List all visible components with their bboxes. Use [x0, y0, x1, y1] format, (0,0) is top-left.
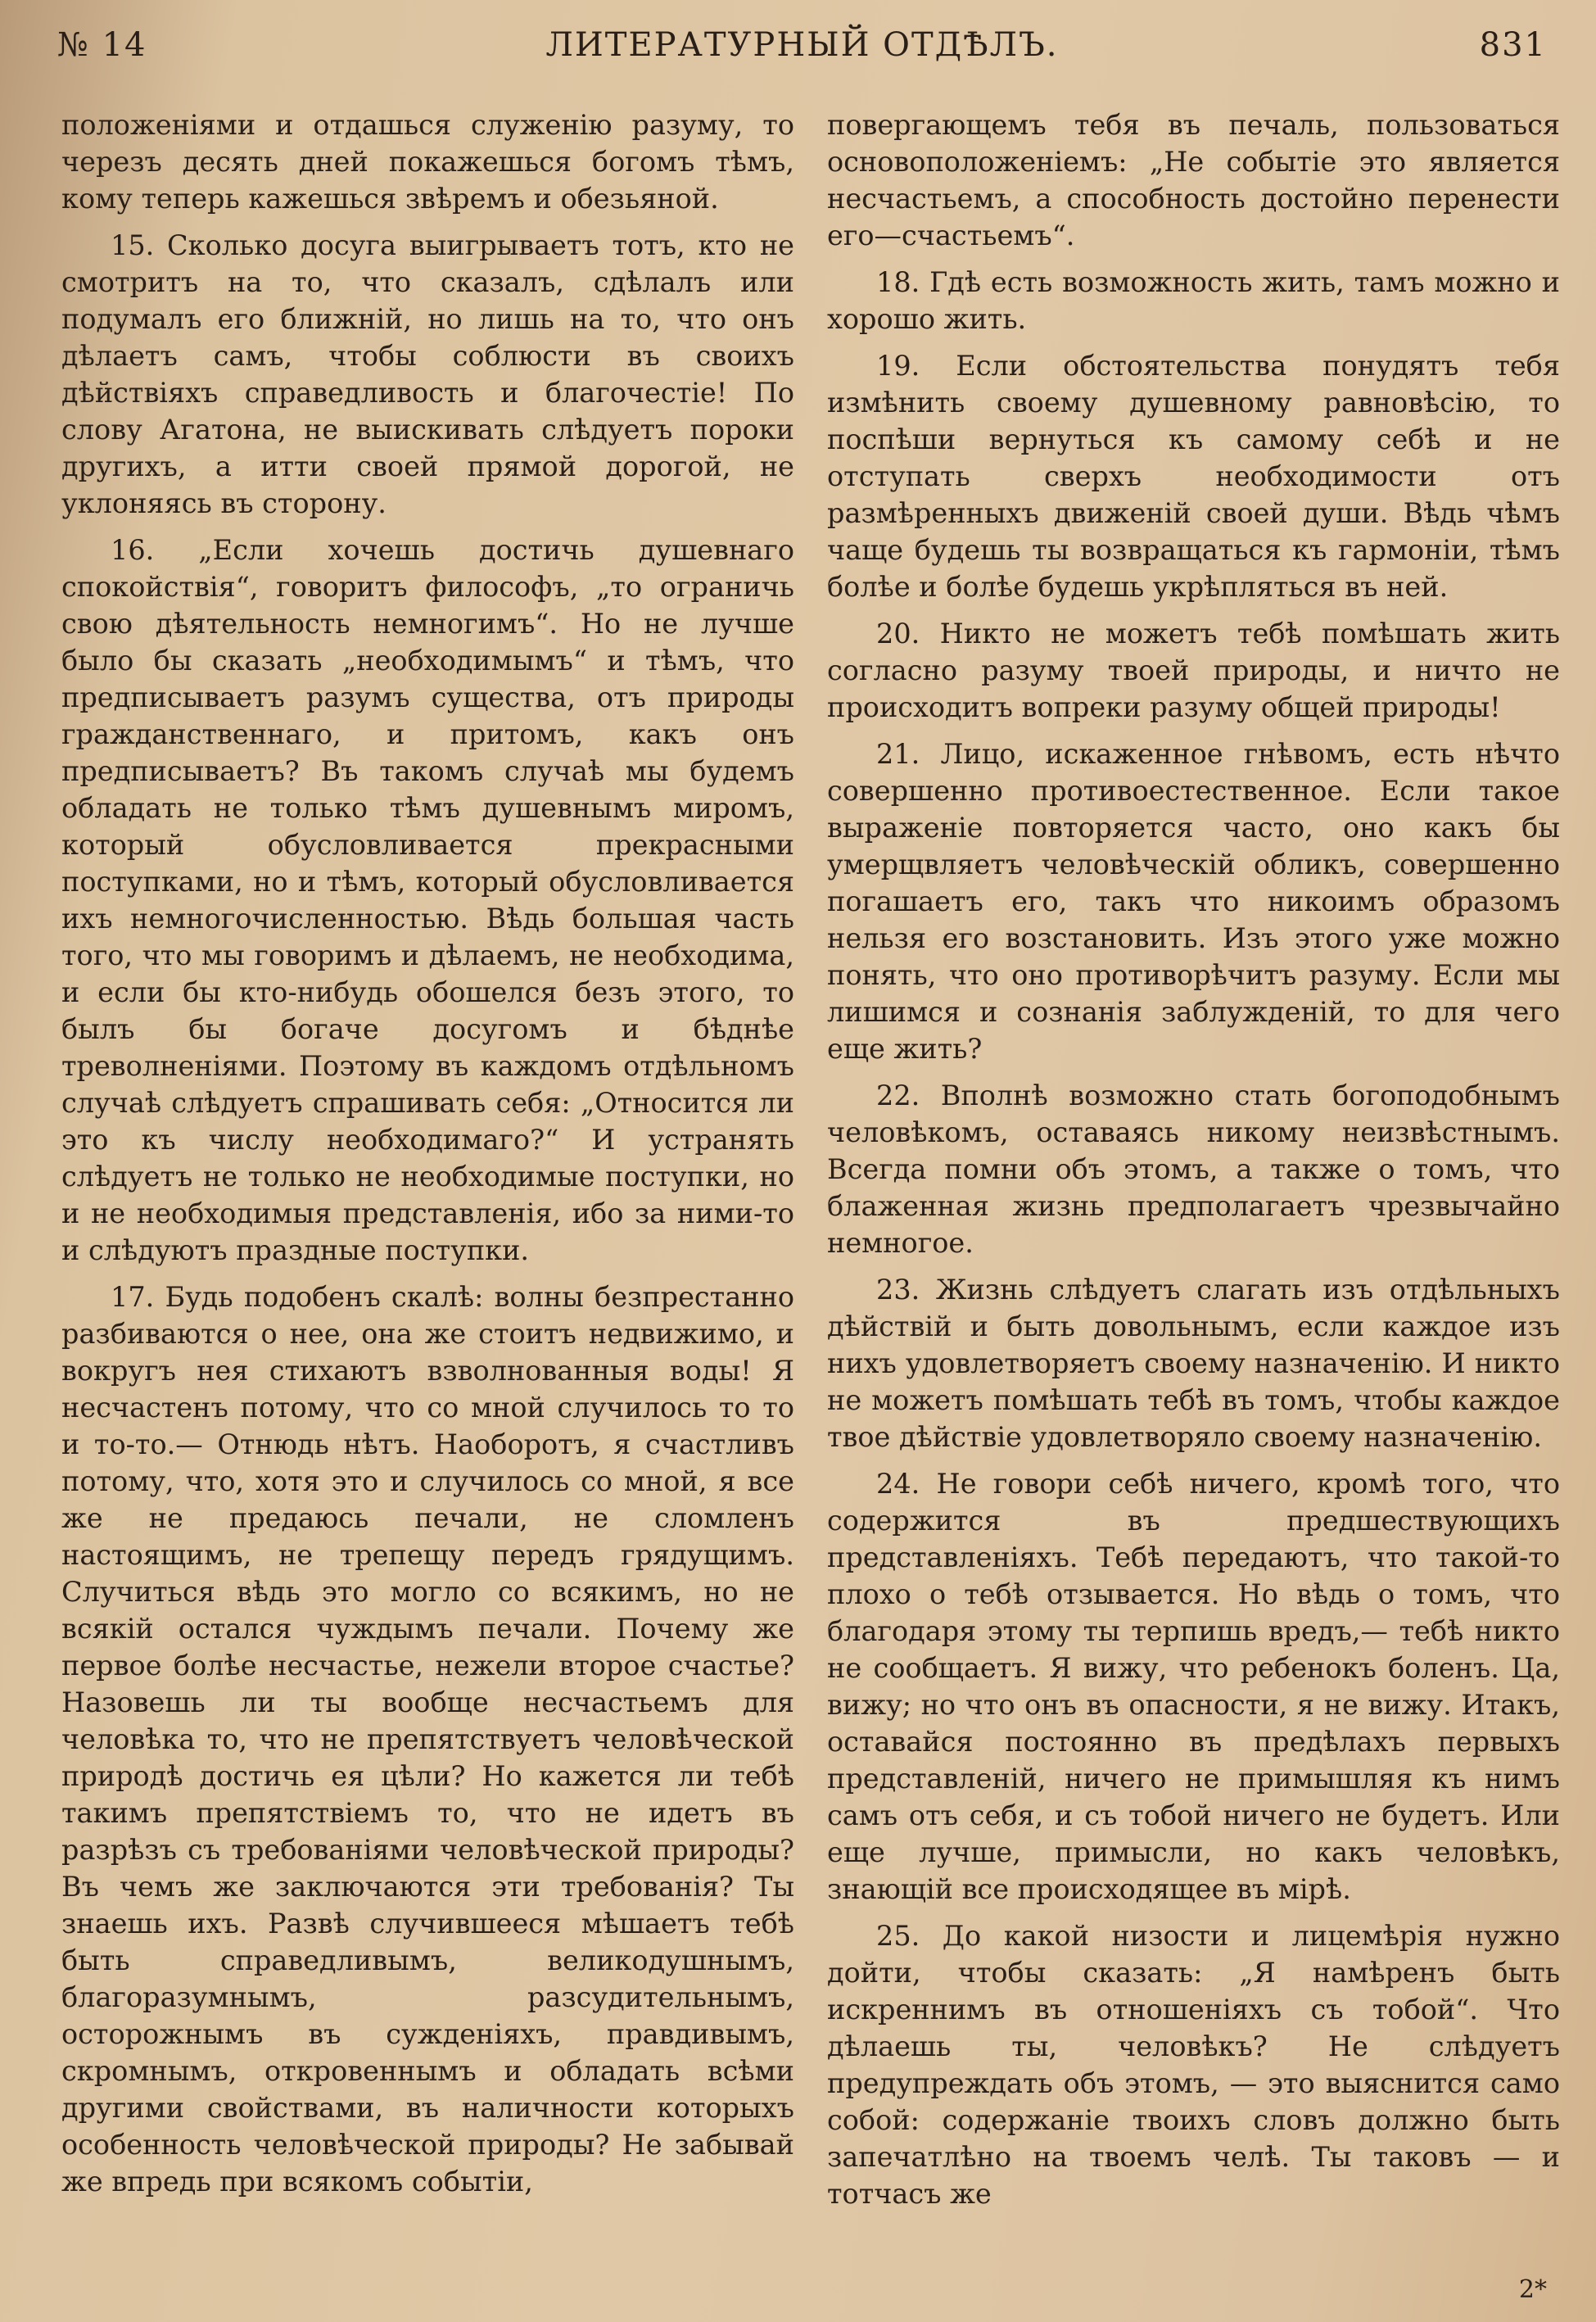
paragraph: 24. Не говори себѣ ничего, кромѣ того, что содержится въ предшествующихъ представленіяхъ. Тебѣ передаютъ, что такой-то плохо о тебѣ отзывается. Но вѣдь о томъ, что благодаря этому ты терпишь вредъ,— тебѣ никто не сообщаетъ. Я вижу, что ребенокъ боленъ. Ца, вижу; но что онъ въ опасности, я не вижу. Итакъ, оставайся постоянно въ предѣлахъ первыхъ представленій, ничего не примышляя къ нимъ самъ отъ себя, и съ тобой ничего не будетъ. Или еще лучше, примысли, но какъ человѣкъ, знающій все происходящее въ мірѣ.: [827, 1468, 1560, 1905]
issue-number: № 14: [57, 26, 147, 64]
page-number: 831: [1479, 26, 1547, 64]
paragraph: 23. Жизнь слѣдуетъ слагать изъ отдѣльныхъ дѣйствій и быть довольнымъ, если каждое изъ нихъ удовлетворяетъ своему назначенію. И никто не можетъ помѣшать тебѣ въ томъ, чтобы каждое твое дѣйствіе удовлетворяло своему назначенію.: [827, 1274, 1560, 1453]
paragraph: 18. Гдѣ есть возможность жить, тамъ можно и хорошо жить.: [827, 266, 1560, 335]
paragraph: 21. Лицо, искаженное гнѣвомъ, есть нѣчто совершенно противоестественное. Если такое выраженіе повторяется часто, оно какъ бы умерщвляетъ человѣческій обликъ, совершенно погашаетъ его, такъ что никоимъ образомъ нельзя его возстановить. Изъ этого уже можно понять, что оно противорѣчитъ разуму. Если мы лишимся и сознанія заблужденій, то для чего еще жить?: [827, 738, 1560, 1065]
paragraph: 17. Будь подобенъ скалѣ: волны безпрестанно разбиваются о нее, она же стоитъ недвижимо, и вокругъ нея стихаютъ взволнованныя воды! Я несчастенъ потому, что со мной случилось то то и то-то.— Отнюдь нѣтъ. Наоборотъ, я счастливъ потому, что, хотя это и случилось со мной, я все же не предаюсь печали, не сломленъ настоящимъ, не трепещу передъ грядущимъ. Случиться вѣдь это могло со всякимъ, но не всякій остался чуждымъ печали. Почему же первое болѣе несчастье, нежели второе счастье? Назовешь ли ты вообще несчастьемъ для человѣка то, что не препятствуетъ человѣческой природѣ достичь ея цѣли? Но кажется ли тебѣ такимъ препятствіемъ то, что не идетъ въ разрѣзъ съ требованіями человѣческой природы? Въ чемъ же заключаются эти требованія? Ты знаешь ихъ. Развѣ случившееся мѣшаетъ тебѣ быть справедливымъ, великодушнымъ, благоразумнымъ, разсудительнымъ, осторожнымъ въ сужденіяхъ, правдивымъ, скромнымъ, откровеннымъ и обладать всѣми другими свойствами, въ наличности которыхъ особенность человѣческой природы? Не забывай же впредь при всякомъ событіи,: [61, 1281, 794, 2198]
paragraph: 19. Если обстоятельства понудятъ тебя измѣнить своему душевному равновѣсію, то поспѣши вернуться къ самому себѣ и не отступать сверхъ необходимости отъ размѣренныхъ движеній своей души. Вѣдь чѣмъ чаще будешь ты возвращаться къ гармоніи, тѣмъ болѣе и болѣе будешь укрѣпляться въ ней.: [827, 350, 1560, 603]
paragraph: положеніями и отдашься служенію разуму, то черезъ десять дней покажешься богомъ тѣмъ, кому теперь кажешься звѣремъ и обезьяной.: [61, 109, 794, 215]
section-title: ЛИТЕРАТУРНЫЙ ОТДѢЛЪ.: [545, 26, 1059, 64]
paragraph: 25. До какой низости и лицемѣрія нужно дойти, чтобы сказать: „Я намѣренъ быть искреннимъ въ отношеніяхъ съ тобой“. Что дѣлаешь ты, человѣкъ? Не слѣдуетъ предупреждать объ этомъ, — это выяснится само собой: содержаніе твоихъ словъ должно быть запечатлѣно на твоемъ челѣ. Ты таковъ — и тотчасъ же: [827, 1920, 1560, 2210]
paragraph: 15. Сколько досуга выигрываетъ тотъ, кто не смотритъ на то, что сказалъ, сдѣлалъ или подумалъ его ближній, но лишь на то, что онъ дѣлаетъ самъ, чтобы соблюсти въ своихъ дѣйствіяхъ справедливость и благочестіе! По слову Агатона, не выискивать слѣдуетъ пороки другихъ, а итти своей прямой дорогой, не уклоняясь въ сторону.: [61, 229, 794, 519]
paragraph: 22. Вполнѣ возможно стать богоподобнымъ человѣкомъ, оставаясь никому неизвѣстнымъ. Всегда помни объ этомъ, а также о томъ, что блаженная жизнь предполагаетъ чрезвычайно немногое.: [827, 1080, 1560, 1259]
paragraph: 16. „Если хочешь достичь душевнаго спокойствія“, говоритъ философъ, „то ограничь свою дѣятельность немногимъ“. Но не лучше было бы сказать „необходимымъ“ и тѣмъ, что предписываетъ разумъ существа, отъ природы гражданственнаго, и притомъ, какъ онъ предписываетъ? Въ такомъ случаѣ мы будемъ обладать не только тѣмъ душевнымъ миромъ, который обусловливается прекрасными поступками, но и тѣмъ, который обусловливается ихъ немногочисленностью. Вѣдь большая часть того, что мы говоримъ и дѣлаемъ, не необходима, и если бы кто-нибудь обошелся безъ этого, то былъ бы богаче досугомъ и бѣднѣе треволненіями. Поэтому въ каждомъ отдѣльномъ случаѣ слѣдуетъ спрашивать себя: „Относится ли это къ числу необходимаго?“ И устранять слѣдуетъ не только не необходимые поступки, но и не необходимыя представленія, ибо за ними-то и слѣдуютъ праздные поступки.: [61, 534, 794, 1266]
paragraph: повергающемъ тебя въ печаль, пользоваться основоположеніемъ: „Не событіе это является несчастьемъ, а способность достойно перенести его—счастьемъ“.: [827, 109, 1560, 251]
right-column: [827, 106, 1560, 2222]
left-column: [61, 106, 794, 2210]
paragraph: 20. Никто не можетъ тебѣ помѣшать жить согласно разуму твоей природы, и ничто не происходитъ вопреки разуму общей природы!: [827, 618, 1560, 723]
signature-mark: 2*: [1518, 2275, 1547, 2304]
page-header: [57, 26, 1547, 84]
